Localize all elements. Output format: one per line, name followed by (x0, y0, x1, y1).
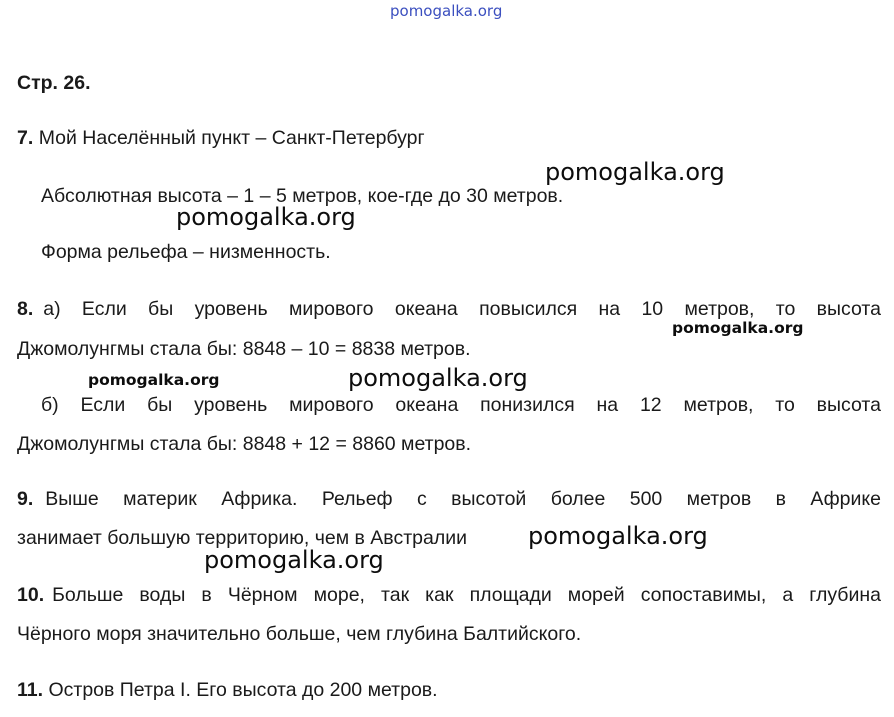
question-10-number: 10. (17, 584, 45, 606)
question-10-text: Больше воды в Чёрном море, так как площади морей сопоставимы, а глубина (52, 584, 881, 606)
question-9-line-1 (17, 487, 881, 511)
watermark: pomogalka.org (545, 158, 725, 186)
question-9-number: 9. (17, 488, 34, 510)
page-header: Стр. 26. (17, 72, 91, 94)
question-9-text: Выше материк Африка. Рельеф с высотой более 500 метров в Африке (45, 488, 881, 510)
watermark: pomogalka.org (672, 319, 804, 337)
watermark: pomogalka.org (348, 364, 528, 392)
question-9-line-2: занимает большую территорию, чем в Австралии (17, 527, 467, 549)
watermark: pomogalka.org (176, 203, 356, 231)
question-8-number: 8. (17, 298, 34, 320)
question-10-line-2: Чёрного моря значительно больше, чем глубина Балтийского. (17, 623, 582, 645)
question-10-line-1 (17, 583, 881, 607)
question-8-line-1 (17, 297, 881, 321)
question-8-line-2: Джомолунгмы стала бы: 8848 – 10 = 8838 метров. (17, 338, 471, 360)
question-7-number: 7. (17, 127, 34, 149)
watermark: pomogalka.org (528, 522, 708, 550)
question-7-line-2: Абсолютная высота – 1 – 5 метров, кое-где до 30 метров. (41, 185, 564, 207)
question-11-number: 11. (17, 679, 44, 701)
question-7-line-1 (17, 126, 425, 150)
question-8b-line-2: Джомолунгмы стала бы: 8848 + 12 = 8860 метров. (17, 433, 472, 455)
question-11-text: Остров Петра I. Его высота до 200 метров. (48, 679, 438, 701)
watermark: pomogalka.org (88, 371, 220, 389)
top-watermark: pomogalka.org (390, 2, 503, 20)
question-7-line-3: Форма рельефа – низменность. (41, 241, 331, 263)
question-7-text: Мой Населённый пункт – Санкт-Петербург (38, 127, 425, 149)
watermark: pomogalka.org (204, 546, 384, 574)
question-8b-line-1: б) Если бы уровень мирового океана понизился на 12 метров, то высота (41, 394, 881, 416)
question-11-line-1 (17, 678, 438, 702)
question-8a-text: а) Если бы уровень мирового океана повысился на 10 метров, то высота (43, 298, 881, 320)
